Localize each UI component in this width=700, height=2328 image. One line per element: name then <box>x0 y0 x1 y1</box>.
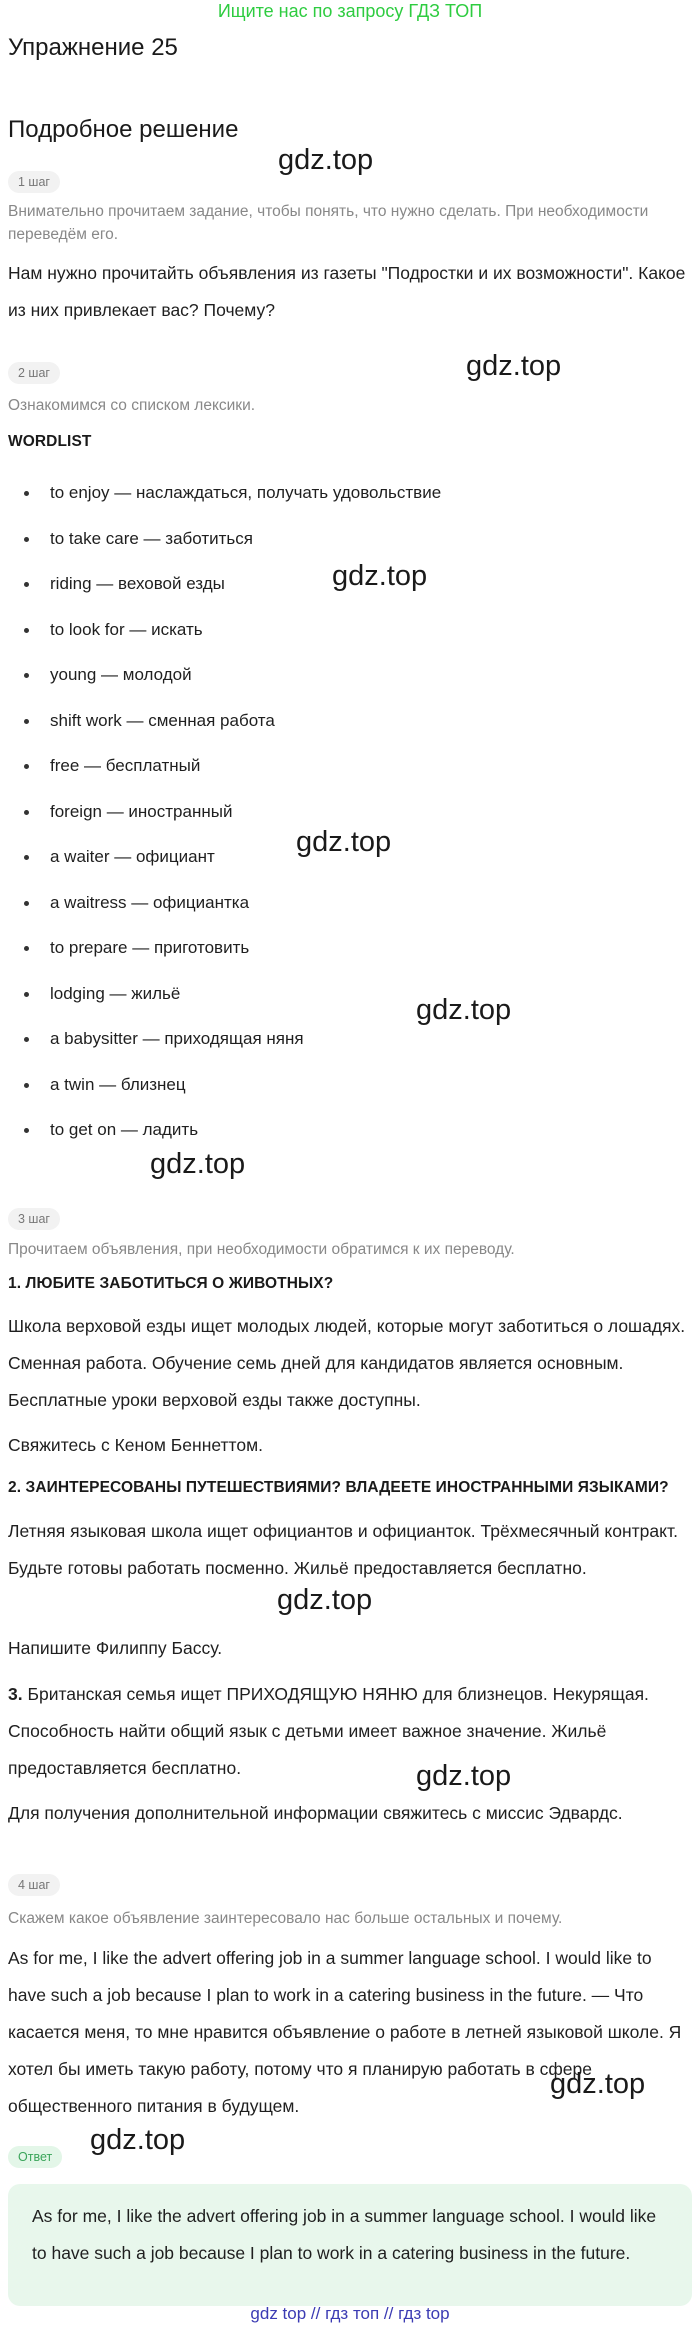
watermark: gdz.top <box>277 1584 373 1616</box>
ad-3-contact: Для получения дополнительной информации свяжитесь с миссис Эдвардс. <box>8 1803 623 1823</box>
wordlist-item: to look for — искать <box>8 613 441 659</box>
wordlist-item: to get on — ладить <box>8 1113 441 1159</box>
ad-2-text: Летняя языковая школа ищет официантов и официанток. Трёхмесячный контракт. Будьте готовы работать посменно. Жильё предоставляется бесплатно. <box>8 1521 678 1578</box>
wordlist-heading: WORDLIST <box>8 433 92 450</box>
watermark: gdz.top <box>416 994 512 1026</box>
answer-label: Ответ <box>8 2146 62 2168</box>
step-2-label: 2 шаг <box>8 362 60 384</box>
ad-1-heading: 1. ЛЮБИТЕ ЗАБОТИТЬСЯ О ЖИВОТНЫХ? <box>8 1275 334 1292</box>
solution-title: Подробное решение <box>8 116 239 143</box>
wordlist-item: a waiter — официант <box>8 840 441 886</box>
step-3-hint: Прочитаем объявления, при необходимости обратимся к их переводу. <box>8 1241 515 1258</box>
watermark: gdz.top <box>296 826 392 858</box>
wordlist-item: foreign — иностранный <box>8 795 441 841</box>
wordlist-item: riding — веховой езды <box>8 567 441 613</box>
ad-2-heading: 2. ЗАИНТЕРЕСОВАНЫ ПУТЕШЕСТВИЯМИ? ВЛАДЕЕТЕ ИНОСТРАННЫМИ ЯЗЫКАМИ? <box>8 1479 669 1496</box>
watermark: gdz.top <box>550 2068 646 2100</box>
watermark: gdz.top <box>150 1148 246 1180</box>
ad-2-contact: Напишите Филиппу Бассу. <box>8 1638 223 1658</box>
watermark: gdz.top <box>278 144 374 176</box>
ad-3-body: Британская семья ищет ПРИХОДЯЩУЮ НЯНЮ для близнецов. Некурящая. Способность найти общий язык с детьми имеет важное значение. Жильё предоставляется бесплатно. <box>8 1684 649 1778</box>
step-1-hint: Внимательно прочитаем задание, чтобы понять, что нужно сделать. При необходимости переведём его. <box>8 203 649 243</box>
wordlist-item: young — молодой <box>8 658 441 704</box>
answer-text: As for me, I like the advert offering job in a summer language school. I would like to have such a job because I plan to work in a catering business in the future. <box>32 2206 657 2263</box>
step-2-hint: Ознакомимся со списком лексики. <box>8 397 256 414</box>
watermark: gdz.top <box>416 1760 512 1792</box>
ad-3-number: 3. <box>8 1684 23 1704</box>
watermark: gdz.top <box>466 350 562 382</box>
footer-links[interactable]: gdz top // гдз топ // гдз top <box>250 2304 450 2323</box>
wordlist-item: a twin — близнец <box>8 1068 441 1114</box>
top-banner: Ищите нас по запросу ГДЗ ТОП <box>217 1 483 21</box>
wordlist-item: to prepare — приготовить <box>8 931 441 977</box>
answer-box <box>8 2184 692 2306</box>
wordlist-item: free — бесплатный <box>8 749 441 795</box>
ad-3-text <box>8 1676 694 1787</box>
wordlist-item: to enjoy — наслаждаться, получать удовольствие <box>8 476 441 522</box>
step-3-label: 3 шаг <box>8 1208 60 1230</box>
step-4-label: 4 шаг <box>8 1874 60 1896</box>
step-4-hint: Скажем какое объявление заинтересовало нас больше остальных и почему. <box>8 1910 563 1927</box>
watermark: gdz.top <box>332 560 428 592</box>
step-1-text: Нам нужно прочитайть объявления из газеты "Подростки и их возможности". Какое из них привлекает вас? Почему? <box>8 263 686 320</box>
exercise-title: Упражнение 25 <box>8 34 178 61</box>
wordlist-item: a waitress — официантка <box>8 886 441 932</box>
step-4-text: As for me, I like the advert offering job in a summer language school. I would like to have such a job because I plan to work in a catering business in the future. — Что касается меня, то мне нравится объявление о работе в летней языковой школе. Я хотел бы иметь такую работу, потому что я планирую работать в сфере общественного питания в будущем. <box>8 1948 682 2116</box>
ad-1-contact: Свяжитесь с Кеном Беннеттом. <box>8 1435 263 1455</box>
step-1-label: 1 шаг <box>8 171 60 193</box>
ad-1-text: Школа верховой езды ищет молодых людей, которые могут заботиться о лошадях. Сменная работа. Обучение семь дней для кандидатов является основным. Бесплатные уроки верховой езды также доступны. <box>8 1316 686 1410</box>
watermark: gdz.top <box>90 2124 186 2156</box>
wordlist-item: to take care — заботиться <box>8 522 441 568</box>
wordlist-item: shift work — сменная работа <box>8 704 441 750</box>
wordlist-item: a babysitter — приходящая няня <box>8 1022 441 1068</box>
wordlist-item: lodging — жильё <box>8 977 441 1023</box>
